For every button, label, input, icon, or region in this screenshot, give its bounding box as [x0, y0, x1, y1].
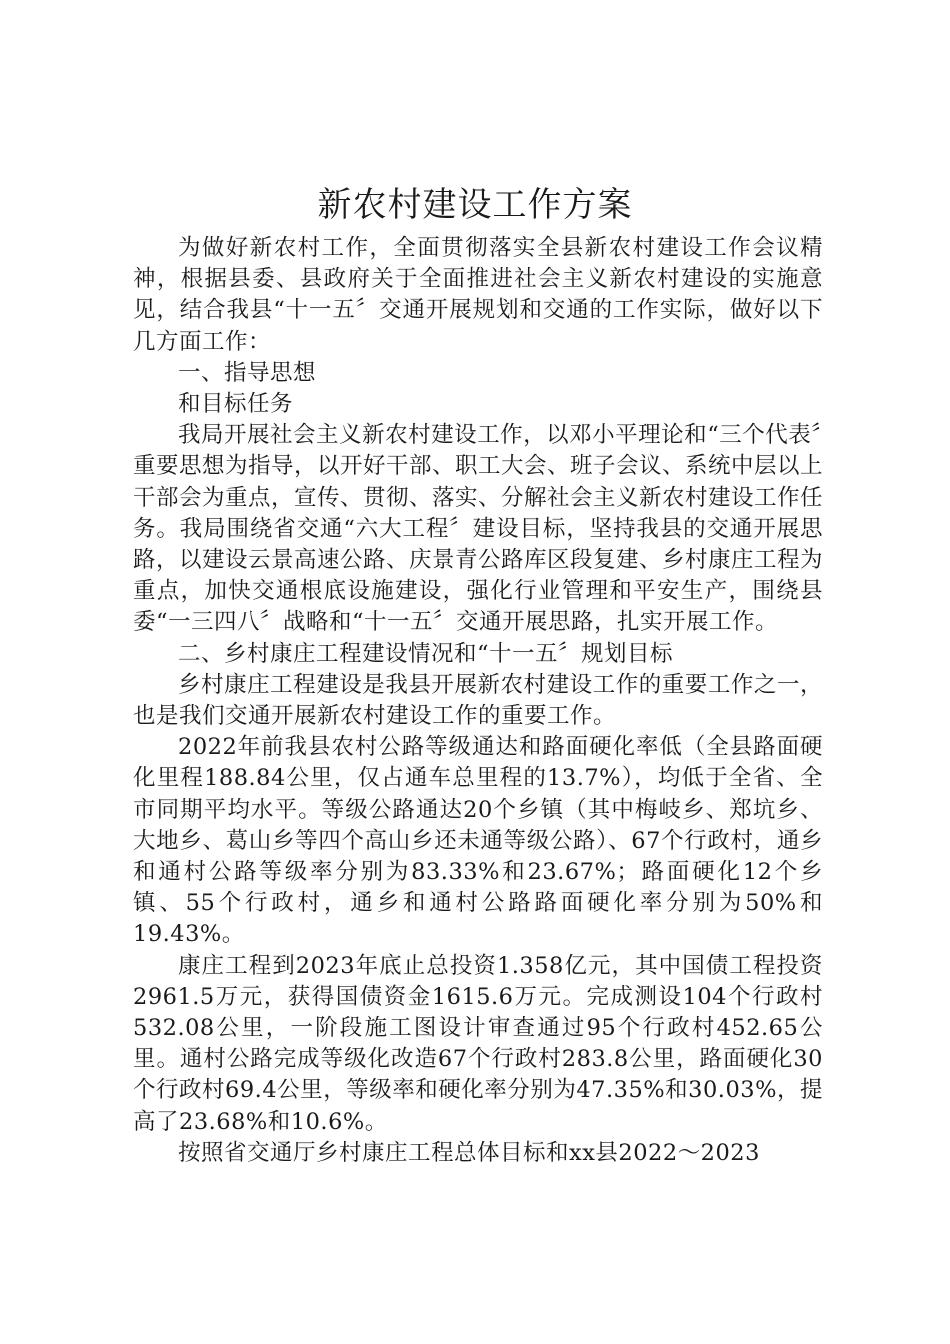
section-heading-1: 一、指导思想 — [178, 359, 317, 386]
document-body — [133, 233, 823, 1169]
paragraph-provincial-goal: 按照省交通厅乡村康庄工程总体目标和xx县2022～2023 — [178, 1139, 760, 1166]
section-heading-2: 二、乡村康庄工程建设情况和“十一五〞规划目标 — [178, 640, 674, 667]
paragraph-guiding-ideology: 我局开展社会主义新农村建设工作，以邓小平理论和“三个代表〞重要思想为指导，以开好干部、职工大会、班子会议、系统中层以上干部会为重点，宣传、贯彻、落实、分解社会主义新农村建设工作任务。我局围绕省交通“六大工程〞建设目标，坚持我县的交通开展思路，以建设云景高速公路、庆景青公路库区段复建、乡村康庄工程为重点，加快交通根底设施建设，强化行业管理和平安生产，围绕县委“一三四八〞战略和“十一五〞交通开展思路，扎实开展工作。 — [133, 422, 824, 636]
section-heading-1-continued: 和目标任务 — [178, 391, 294, 418]
paragraph-kangzhuang-importance: 乡村康庄工程建设是我县开展新农村建设工作的重要工作之一，也是我们交通开展新农村建设工作的重要工作。 — [133, 671, 823, 730]
document-title: 新农村建设工作方案 — [317, 185, 633, 225]
paragraph-2023-investment: 康庄工程到2023年底止总投资1.358亿元，其中国债工程投资2961.5万元，获得国债资金1615.6万元。完成测设104个行政村532.08公里，一阶段施工图设计审查通过95个行政村452.65公里。通村公路完成等级化改造67个行政村283.8公里，路面硬化30个行政村69.4公里，等级率和硬化率分别为47.35%和30.03%，提高了23.68%和10.6%。 — [133, 952, 823, 1135]
paragraph-2022-status: 2022年前我县农村公路等级通达和路面硬化率低（全县路面硬化里程188.84公里，仅占通车总里程的13.7%），均低于全省、全市同期平均水平。等级公路通达20个乡镇（其中梅岐乡、郑坑乡、大地乡、葛山乡等四个高山乡还未通等级公路）、67个行政村，通乡和通村公路等级率分别为83.33%和23.67%；路面硬化12个乡镇、55个行政村，通乡和通村公路路面硬化率分别为50%和19.43%。 — [133, 734, 823, 948]
paragraph-intro: 为做好新农村工作，全面贯彻落实全县新农村建设工作会议精神，根据县委、县政府关于全面推进社会主义新农村建设的实施意见，结合我县“十一五〞交通开展规划和交通的工作实际，做好以下几方面工作： — [133, 235, 823, 355]
